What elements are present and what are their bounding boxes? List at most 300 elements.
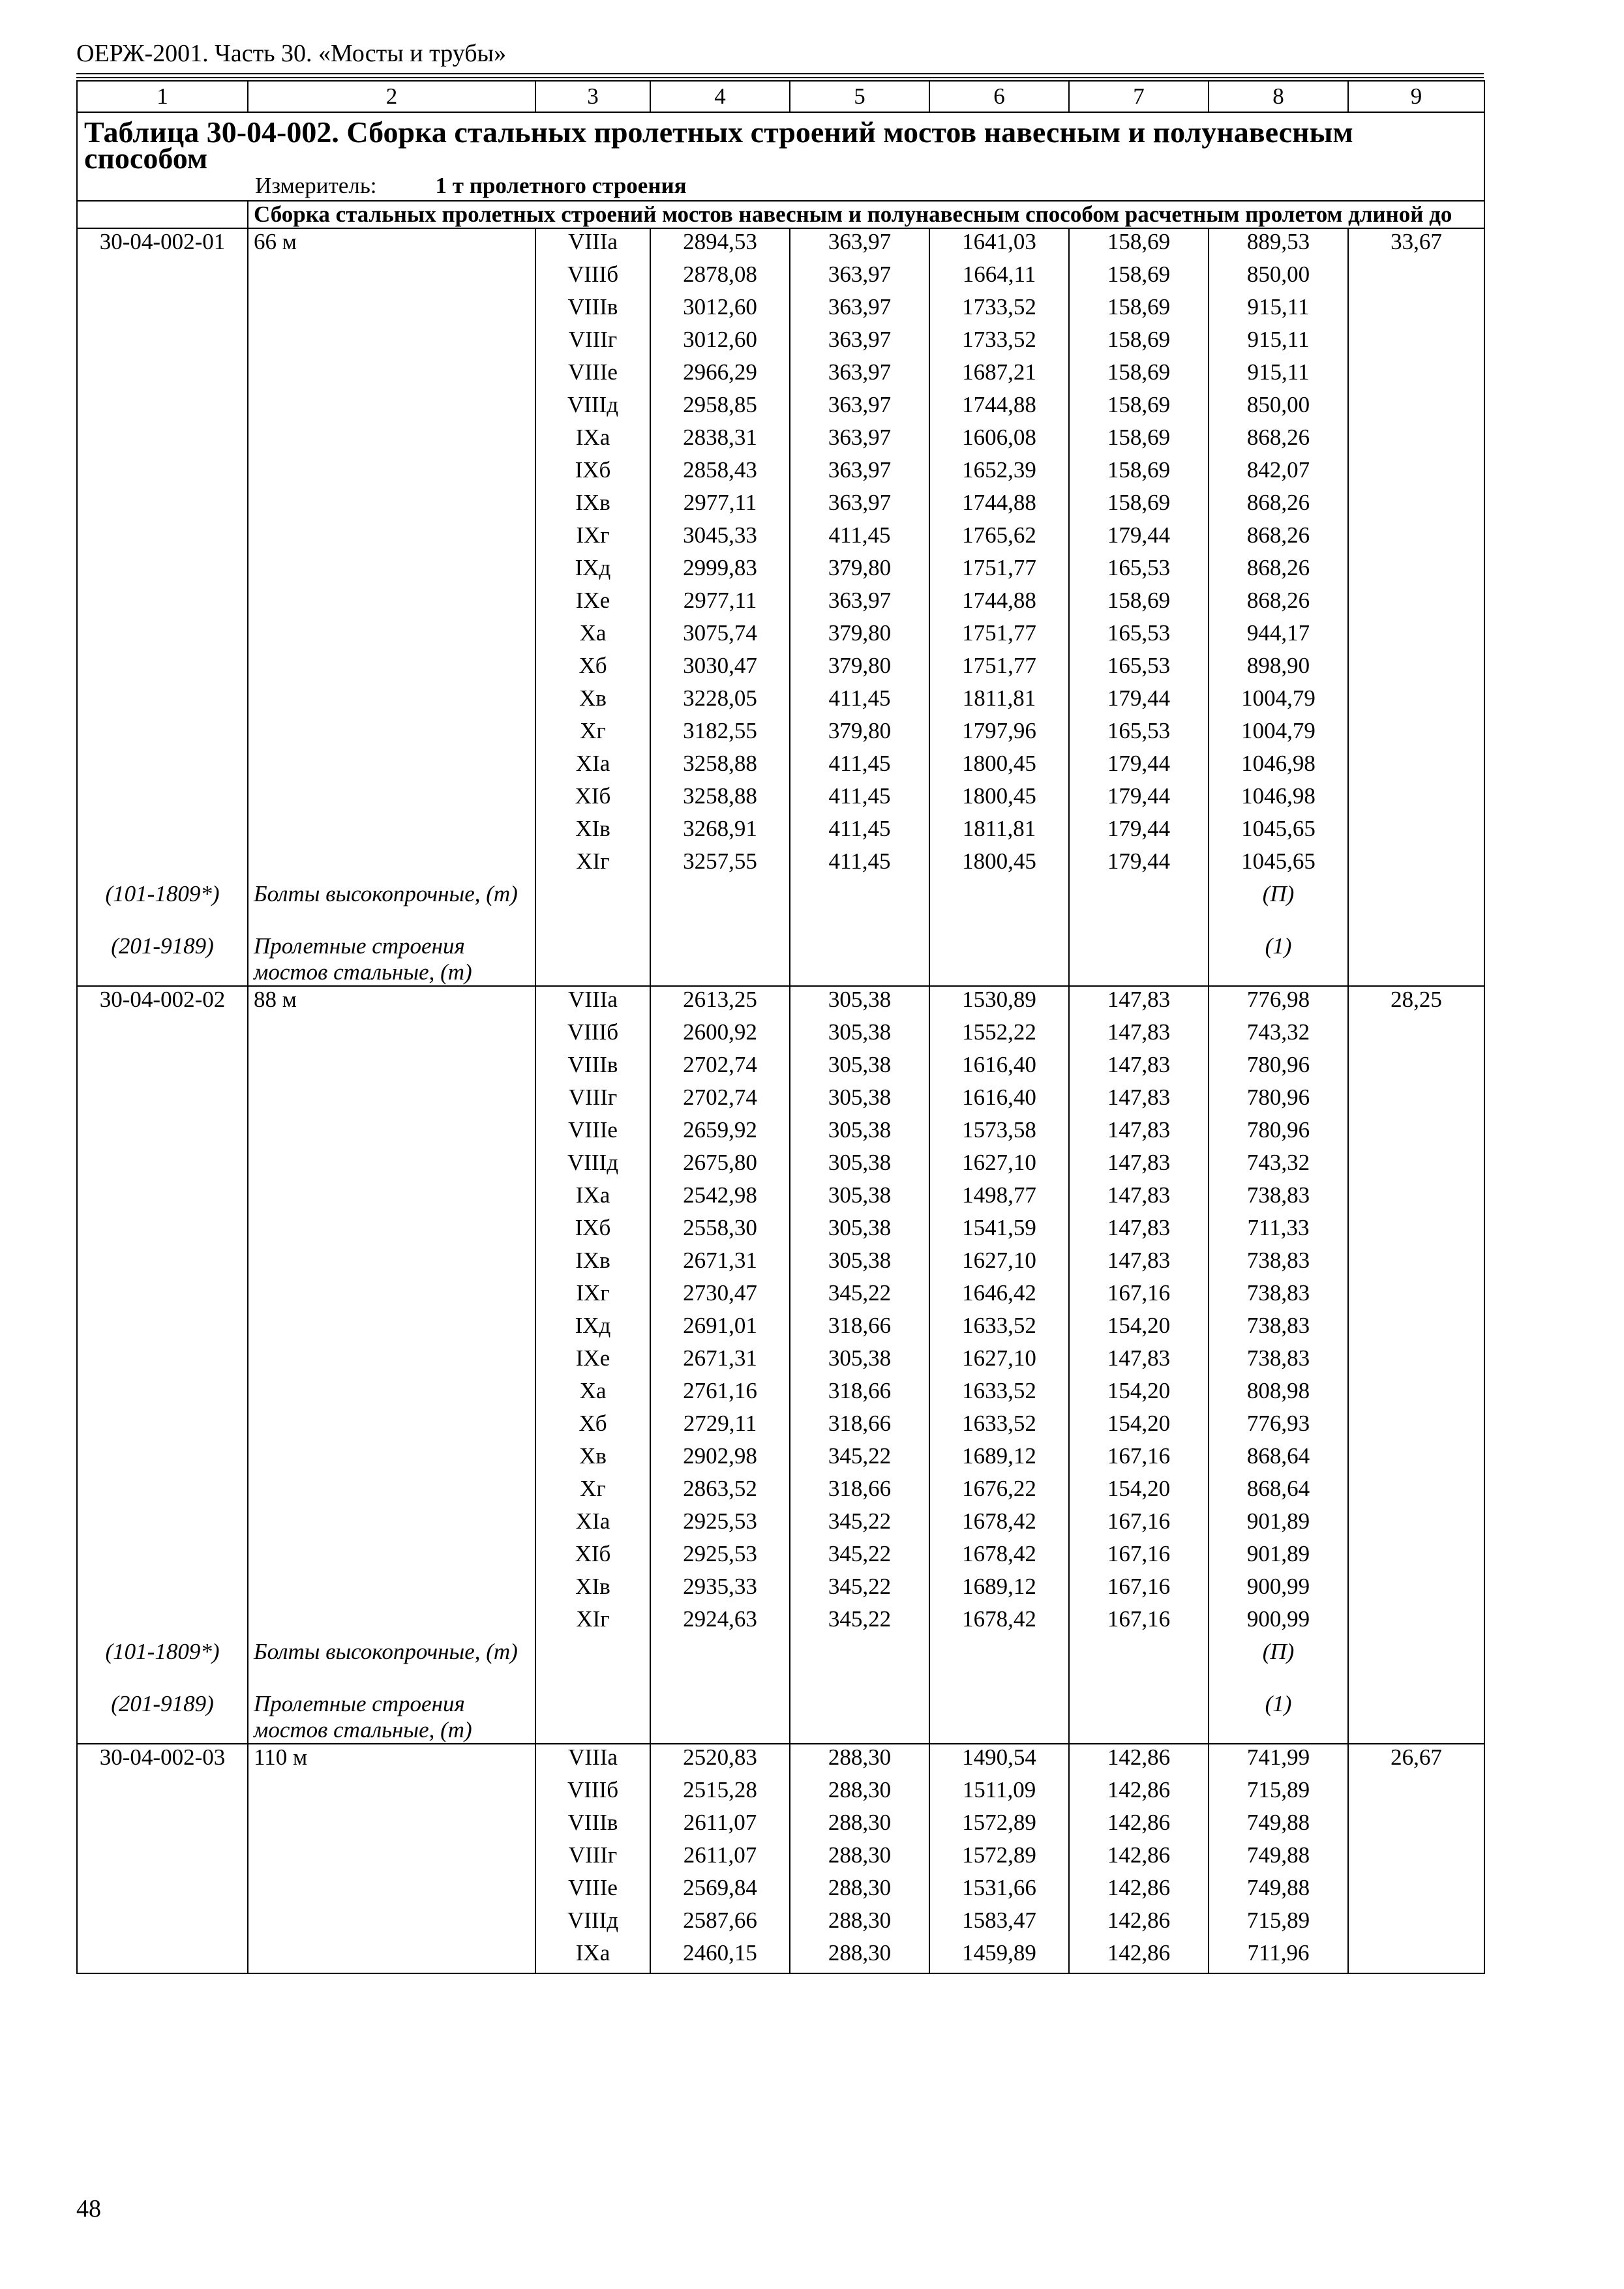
- row-code: [77, 1842, 248, 1875]
- cell-col-6: 1498,77: [929, 1182, 1069, 1215]
- title-row: [77, 112, 1484, 201]
- cell-col-7: 158,69: [1069, 294, 1209, 327]
- cell-col-5: 288,30: [790, 1875, 929, 1908]
- section-header-blank: [77, 201, 248, 228]
- cell-col-3: IXб: [535, 457, 650, 490]
- row-code: [77, 1508, 248, 1541]
- table-row: [77, 1182, 1484, 1215]
- cell-col-8: 743,32: [1209, 1019, 1348, 1052]
- cell-col-8: 915,11: [1209, 327, 1348, 359]
- cell-col-3: VIIIа: [535, 228, 650, 262]
- cell-col-8: 780,96: [1209, 1052, 1348, 1085]
- table-row: [77, 359, 1484, 392]
- cell-col-7: 158,69: [1069, 588, 1209, 620]
- row-name: [248, 1248, 535, 1280]
- row-code: [77, 1908, 248, 1940]
- cell-col-6: 1744,88: [929, 588, 1069, 620]
- column-number-2: 2: [248, 81, 535, 112]
- cell-col-8: 776,98: [1209, 986, 1348, 1019]
- cell-col-6: 1459,89: [929, 1940, 1069, 1973]
- cell-col-6: 1689,12: [929, 1443, 1069, 1476]
- cell-col-7: 158,69: [1069, 327, 1209, 359]
- resource-blank-3: [535, 881, 650, 933]
- cell-col-4: 3257,55: [650, 848, 790, 881]
- cell-col-8: 868,64: [1209, 1443, 1348, 1476]
- cell-col-3: VIIIг: [535, 327, 650, 359]
- cell-col-9: [1348, 490, 1484, 522]
- resource-blank-3: [535, 1691, 650, 1744]
- row-name: [248, 1085, 535, 1117]
- cell-col-9: [1348, 1908, 1484, 1940]
- cell-col-4: 2977,11: [650, 490, 790, 522]
- page-number: 48: [76, 2195, 101, 2222]
- cell-col-7: 167,16: [1069, 1508, 1209, 1541]
- cell-col-3: VIIIе: [535, 1117, 650, 1150]
- table-row: [77, 685, 1484, 718]
- cell-col-3: IXе: [535, 1345, 650, 1378]
- resource-code: (101-1809*): [77, 1639, 248, 1691]
- cell-col-8: 780,96: [1209, 1085, 1348, 1117]
- cell-col-4: 2675,80: [650, 1150, 790, 1182]
- resource-mark: (1): [1209, 1691, 1348, 1744]
- row-code: [77, 685, 248, 718]
- resource-blank-3: [535, 933, 650, 986]
- cell-col-7: 179,44: [1069, 685, 1209, 718]
- row-code: [77, 783, 248, 816]
- cell-col-4: 3045,33: [650, 522, 790, 555]
- cell-col-3: VIIIб: [535, 1019, 650, 1052]
- row-code: 30-04-002-01: [77, 228, 248, 262]
- cell-col-9: [1348, 848, 1484, 881]
- cell-col-7: 158,69: [1069, 359, 1209, 392]
- row-name: 66 м: [248, 228, 535, 262]
- cell-col-5: 345,22: [790, 1606, 929, 1639]
- row-name: [248, 1574, 535, 1606]
- table-row: [77, 1810, 1484, 1842]
- cell-col-7: 147,83: [1069, 986, 1209, 1019]
- cell-col-5: 379,80: [790, 620, 929, 653]
- cell-col-5: 411,45: [790, 685, 929, 718]
- row-code: [77, 1574, 248, 1606]
- row-name: [248, 1777, 535, 1810]
- cell-col-9: [1348, 1875, 1484, 1908]
- cell-col-7: 142,86: [1069, 1908, 1209, 1940]
- table-row: [77, 848, 1484, 881]
- row-name: [248, 1378, 535, 1411]
- row-code: [77, 1777, 248, 1810]
- cell-col-5: 379,80: [790, 555, 929, 588]
- cell-col-4: 2924,63: [650, 1606, 790, 1639]
- row-code: [77, 1313, 248, 1345]
- table-row: [77, 1908, 1484, 1940]
- row-code: [77, 392, 248, 425]
- cell-col-5: 288,30: [790, 1908, 929, 1940]
- column-number-9: 9: [1348, 81, 1484, 112]
- cell-col-9: [1348, 1248, 1484, 1280]
- cell-col-9: [1348, 1574, 1484, 1606]
- cell-col-4: 2671,31: [650, 1248, 790, 1280]
- cell-col-8: 738,83: [1209, 1280, 1348, 1313]
- unit-value: 1 т пролетного строения: [435, 173, 687, 198]
- cell-col-4: 2977,11: [650, 588, 790, 620]
- cell-col-9: [1348, 1476, 1484, 1508]
- cell-col-9: [1348, 1541, 1484, 1574]
- resource-blank-4: [650, 933, 790, 986]
- table-row: [77, 1842, 1484, 1875]
- table-row: [77, 1411, 1484, 1443]
- column-number-4: 4: [650, 81, 790, 112]
- cell-col-9: [1348, 1411, 1484, 1443]
- cell-col-5: 288,30: [790, 1777, 929, 1810]
- row-code: [77, 1280, 248, 1313]
- cell-col-3: Xа: [535, 1378, 650, 1411]
- cell-col-4: 3182,55: [650, 718, 790, 751]
- resource-blank-7: [1069, 1639, 1209, 1691]
- resource-code: (201-9189): [77, 1691, 248, 1744]
- cell-col-7: 154,20: [1069, 1411, 1209, 1443]
- resource-code: (101-1809*): [77, 881, 248, 933]
- row-name: [248, 1411, 535, 1443]
- cell-col-6: 1511,09: [929, 1777, 1069, 1810]
- resource-blank-5: [790, 933, 929, 986]
- cell-col-3: Xв: [535, 1443, 650, 1476]
- cell-col-9: [1348, 327, 1484, 359]
- resource-blank-5: [790, 1639, 929, 1691]
- row-code: [77, 718, 248, 751]
- cell-col-6: 1646,42: [929, 1280, 1069, 1313]
- cell-col-5: 345,22: [790, 1280, 929, 1313]
- cell-col-9: [1348, 588, 1484, 620]
- row-code: [77, 555, 248, 588]
- cell-col-5: 318,66: [790, 1411, 929, 1443]
- cell-col-8: 1045,65: [1209, 848, 1348, 881]
- row-name: [248, 1810, 535, 1842]
- cell-col-8: 898,90: [1209, 653, 1348, 685]
- cell-col-9: [1348, 1508, 1484, 1541]
- column-numbers-row: [77, 81, 1484, 112]
- row-code: [77, 1117, 248, 1150]
- cell-col-5: 345,22: [790, 1443, 929, 1476]
- cell-col-7: 142,86: [1069, 1875, 1209, 1908]
- cell-col-9: [1348, 653, 1484, 685]
- cell-col-5: 411,45: [790, 816, 929, 848]
- resource-mark: (1): [1209, 933, 1348, 986]
- row-name: [248, 1313, 535, 1345]
- row-code: [77, 522, 248, 555]
- cell-col-3: VIIIб: [535, 262, 650, 294]
- row-code: [77, 848, 248, 881]
- cell-col-9: 33,67: [1348, 228, 1484, 262]
- row-code: [77, 1443, 248, 1476]
- cell-col-3: IXг: [535, 522, 650, 555]
- cell-col-9: [1348, 816, 1484, 848]
- resource-row: [77, 1691, 1484, 1744]
- cell-col-6: 1744,88: [929, 392, 1069, 425]
- cell-col-4: 3258,88: [650, 751, 790, 783]
- cell-col-8: 915,11: [1209, 359, 1348, 392]
- table-row: [77, 1150, 1484, 1182]
- cell-col-6: 1490,54: [929, 1744, 1069, 1777]
- cell-col-8: 868,26: [1209, 588, 1348, 620]
- table-row: [77, 620, 1484, 653]
- cell-col-4: 2569,84: [650, 1875, 790, 1908]
- cell-col-3: XIб: [535, 783, 650, 816]
- cell-col-3: IXб: [535, 1215, 650, 1248]
- cell-col-9: [1348, 1345, 1484, 1378]
- cell-col-4: 2671,31: [650, 1345, 790, 1378]
- cell-col-7: 147,83: [1069, 1052, 1209, 1085]
- cell-col-5: 288,30: [790, 1842, 929, 1875]
- cell-col-8: 738,83: [1209, 1313, 1348, 1345]
- cell-col-3: VIIIе: [535, 1875, 650, 1908]
- row-code: [77, 1810, 248, 1842]
- cell-col-4: 2925,53: [650, 1541, 790, 1574]
- resource-blank-4: [650, 881, 790, 933]
- table-row: [77, 1940, 1484, 1973]
- cell-col-3: IXг: [535, 1280, 650, 1313]
- row-name: [248, 1182, 535, 1215]
- cell-col-5: 345,22: [790, 1541, 929, 1574]
- cell-col-6: 1530,89: [929, 986, 1069, 1019]
- cell-col-6: 1627,10: [929, 1248, 1069, 1280]
- resource-blank-5: [790, 881, 929, 933]
- cell-col-6: 1627,10: [929, 1345, 1069, 1378]
- row-name: [248, 392, 535, 425]
- cell-col-7: 167,16: [1069, 1280, 1209, 1313]
- cell-col-8: 850,00: [1209, 262, 1348, 294]
- section-header-row: [77, 201, 1484, 228]
- cell-col-4: 3012,60: [650, 294, 790, 327]
- row-name: [248, 425, 535, 457]
- resource-name: Болты высокопрочные, (т): [248, 1639, 535, 1691]
- cell-col-8: 743,32: [1209, 1150, 1348, 1182]
- row-name: [248, 327, 535, 359]
- cell-col-4: 2902,98: [650, 1443, 790, 1476]
- cell-col-6: 1678,42: [929, 1508, 1069, 1541]
- cell-col-3: VIIIд: [535, 392, 650, 425]
- resource-blank-3: [535, 1639, 650, 1691]
- cell-col-7: 167,16: [1069, 1443, 1209, 1476]
- cell-col-5: 363,97: [790, 490, 929, 522]
- cell-col-7: 167,16: [1069, 1574, 1209, 1606]
- cell-col-3: VIIIд: [535, 1908, 650, 1940]
- cell-col-4: 2558,30: [650, 1215, 790, 1248]
- cell-col-7: 179,44: [1069, 522, 1209, 555]
- table-row: [77, 555, 1484, 588]
- cell-col-3: XIг: [535, 848, 650, 881]
- resource-blank-9: [1348, 1639, 1484, 1691]
- cell-col-4: 2730,47: [650, 1280, 790, 1313]
- cell-col-6: 1800,45: [929, 751, 1069, 783]
- cell-col-7: 142,86: [1069, 1744, 1209, 1777]
- column-number-6: 6: [929, 81, 1069, 112]
- resource-blank-5: [790, 1691, 929, 1744]
- cell-col-3: XIа: [535, 1508, 650, 1541]
- cell-col-9: [1348, 392, 1484, 425]
- table-row: [77, 1052, 1484, 1085]
- row-name: [248, 1150, 535, 1182]
- table-row: [77, 522, 1484, 555]
- cell-col-9: [1348, 1777, 1484, 1810]
- cell-col-5: 363,97: [790, 588, 929, 620]
- cell-col-4: 2878,08: [650, 262, 790, 294]
- cell-col-5: 305,38: [790, 1345, 929, 1378]
- row-name: [248, 653, 535, 685]
- row-name: [248, 783, 535, 816]
- cell-col-6: 1616,40: [929, 1085, 1069, 1117]
- cell-col-3: XIг: [535, 1606, 650, 1639]
- row-code: [77, 1541, 248, 1574]
- row-name: [248, 620, 535, 653]
- cell-col-9: [1348, 1215, 1484, 1248]
- cell-col-7: 147,83: [1069, 1085, 1209, 1117]
- cell-col-8: 715,89: [1209, 1908, 1348, 1940]
- resource-blank-6: [929, 933, 1069, 986]
- resource-mark: (П): [1209, 1639, 1348, 1691]
- cell-col-3: VIIIа: [535, 1744, 650, 1777]
- cell-col-4: 2966,29: [650, 359, 790, 392]
- row-name: 88 м: [248, 986, 535, 1019]
- cell-col-4: 2958,85: [650, 392, 790, 425]
- table-row: [77, 1019, 1484, 1052]
- cell-col-6: 1689,12: [929, 1574, 1069, 1606]
- row-name: [248, 816, 535, 848]
- column-number-8: 8: [1209, 81, 1348, 112]
- cell-col-8: 711,96: [1209, 1940, 1348, 1973]
- table-row: [77, 1215, 1484, 1248]
- cell-col-3: IXв: [535, 490, 650, 522]
- row-code: [77, 1378, 248, 1411]
- cell-col-6: 1572,89: [929, 1810, 1069, 1842]
- cell-col-4: 2863,52: [650, 1476, 790, 1508]
- table-row: [77, 1085, 1484, 1117]
- cell-col-3: VIIIд: [535, 1150, 650, 1182]
- cell-col-5: 363,97: [790, 392, 929, 425]
- cell-col-6: 1811,81: [929, 816, 1069, 848]
- cell-col-7: 154,20: [1069, 1313, 1209, 1345]
- cell-col-5: 305,38: [790, 1215, 929, 1248]
- table-row: [77, 490, 1484, 522]
- cell-col-6: 1572,89: [929, 1842, 1069, 1875]
- table-row: [77, 653, 1484, 685]
- cell-col-7: 158,69: [1069, 457, 1209, 490]
- cell-col-7: 142,86: [1069, 1842, 1209, 1875]
- row-code: [77, 1411, 248, 1443]
- cell-col-6: 1627,10: [929, 1150, 1069, 1182]
- cell-col-4: 2460,15: [650, 1940, 790, 1973]
- cell-col-7: 165,53: [1069, 555, 1209, 588]
- cell-col-8: 868,64: [1209, 1476, 1348, 1508]
- resource-blank-4: [650, 1639, 790, 1691]
- cell-col-5: 363,97: [790, 359, 929, 392]
- resource-name: Болты высокопрочные, (т): [248, 881, 535, 933]
- cell-col-9: [1348, 1940, 1484, 1973]
- row-code: [77, 1248, 248, 1280]
- cell-col-7: 179,44: [1069, 848, 1209, 881]
- cell-col-4: 2691,01: [650, 1313, 790, 1345]
- row-code: [77, 262, 248, 294]
- cell-col-8: 1004,79: [1209, 685, 1348, 718]
- cell-col-7: 167,16: [1069, 1541, 1209, 1574]
- cell-col-9: [1348, 1842, 1484, 1875]
- resource-blank-6: [929, 881, 1069, 933]
- row-name: 110 м: [248, 1744, 535, 1777]
- cell-col-9: [1348, 620, 1484, 653]
- cell-col-6: 1633,52: [929, 1313, 1069, 1345]
- cell-col-4: 2702,74: [650, 1052, 790, 1085]
- cell-col-5: 363,97: [790, 294, 929, 327]
- cell-col-7: 165,53: [1069, 620, 1209, 653]
- cell-col-8: 749,88: [1209, 1842, 1348, 1875]
- cell-col-9: [1348, 1378, 1484, 1411]
- row-name: [248, 588, 535, 620]
- cell-col-4: 3228,05: [650, 685, 790, 718]
- cell-col-6: 1633,52: [929, 1411, 1069, 1443]
- table-row: [77, 1313, 1484, 1345]
- table-row: [77, 1574, 1484, 1606]
- cell-col-6: 1687,21: [929, 359, 1069, 392]
- table-row: [77, 1280, 1484, 1313]
- cell-col-3: IXе: [535, 588, 650, 620]
- cell-col-7: 147,83: [1069, 1248, 1209, 1280]
- table-title: Таблица 30-04-002. Сборка стальных пролетных строений мостов навесным и полунавесным способом: [84, 115, 1353, 175]
- cell-col-9: [1348, 783, 1484, 816]
- cell-col-9: [1348, 1052, 1484, 1085]
- row-name: [248, 457, 535, 490]
- cell-col-5: 363,97: [790, 425, 929, 457]
- cell-col-3: XIб: [535, 1541, 650, 1574]
- table-row: [77, 986, 1484, 1019]
- table-row: [77, 816, 1484, 848]
- cell-col-6: 1664,11: [929, 262, 1069, 294]
- cell-col-3: VIIIа: [535, 986, 650, 1019]
- header-rule-top: [76, 73, 1484, 74]
- cell-col-3: XIа: [535, 751, 650, 783]
- row-name: [248, 1019, 535, 1052]
- row-code: [77, 1940, 248, 1973]
- cell-col-9: [1348, 359, 1484, 392]
- cell-col-9: [1348, 1810, 1484, 1842]
- table-row: [77, 1443, 1484, 1476]
- cell-col-5: 345,22: [790, 1574, 929, 1606]
- cell-col-5: 411,45: [790, 751, 929, 783]
- cell-col-5: 305,38: [790, 986, 929, 1019]
- row-name: [248, 1280, 535, 1313]
- column-number-3: 3: [535, 81, 650, 112]
- resource-name: Пролетные строения мостов стальные, (т): [248, 1691, 535, 1744]
- table-row: [77, 718, 1484, 751]
- table-title-cell: [77, 112, 1484, 201]
- cell-col-7: 179,44: [1069, 816, 1209, 848]
- row-name: [248, 490, 535, 522]
- cell-col-3: XIв: [535, 816, 650, 848]
- row-code: [77, 1182, 248, 1215]
- table-row: [77, 1508, 1484, 1541]
- cell-col-9: [1348, 294, 1484, 327]
- cell-col-8: 1046,98: [1209, 751, 1348, 783]
- cell-col-8: 900,99: [1209, 1574, 1348, 1606]
- cell-col-5: 305,38: [790, 1117, 929, 1150]
- column-number-5: 5: [790, 81, 929, 112]
- cell-col-8: 1045,65: [1209, 816, 1348, 848]
- cell-col-5: 363,97: [790, 457, 929, 490]
- row-code: 30-04-002-02: [77, 986, 248, 1019]
- row-code: [77, 653, 248, 685]
- table-row: [77, 1541, 1484, 1574]
- row-name: [248, 1443, 535, 1476]
- cell-col-6: 1797,96: [929, 718, 1069, 751]
- cell-col-3: IXд: [535, 555, 650, 588]
